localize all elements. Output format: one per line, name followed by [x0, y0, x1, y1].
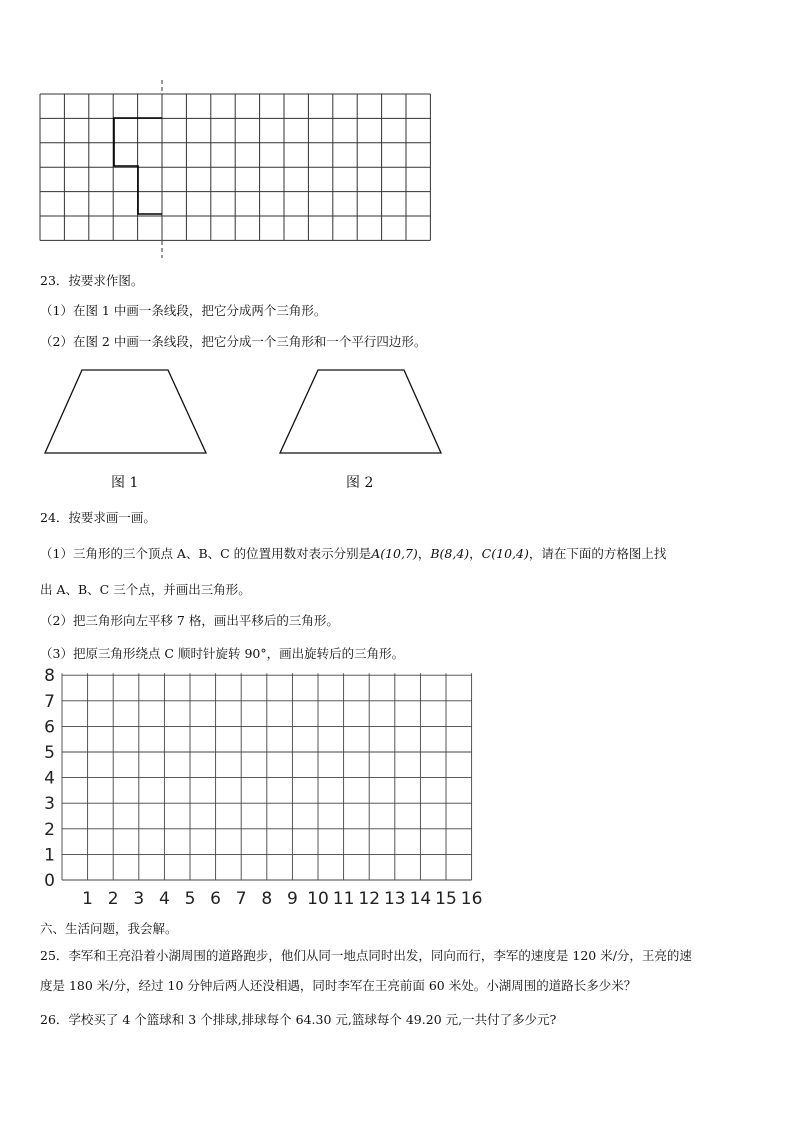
- q24-part2: （2）把三角形向左平移 7 格，画出平移后的三角形。: [40, 613, 339, 628]
- coord-a: A(10,7): [371, 546, 418, 561]
- q24-part1-tail: ，请在下面的方格图上找: [528, 546, 667, 561]
- q23-part1: （1）在图 1 中画一条线段，把它分成两个三角形。: [40, 303, 327, 318]
- x-tick-label: 2: [107, 889, 119, 909]
- x-tick-label: 13: [383, 889, 406, 909]
- y-tick-label: 3: [44, 794, 55, 815]
- x-tick-label: 3: [133, 889, 145, 909]
- q25-line1: 25．李军和王亮沿着小湖周围的道路跑步，他们从同一地点同时出发，同向而行，李军的速度是 120 米/分，王亮的速: [40, 948, 692, 963]
- x-tick-label: 11: [332, 889, 355, 909]
- section6-heading: 六、生活问题，我会解。: [40, 921, 178, 936]
- q24-part3: （3）把原三角形绕点 C 顺时针旋转 90°，画出旋转后的三角形。: [40, 646, 405, 661]
- x-tick-label: 9: [286, 889, 298, 909]
- x-tick-label: 1: [82, 889, 94, 909]
- sep-2: ，: [469, 546, 482, 561]
- x-tick-label: 10: [307, 889, 329, 909]
- fig1-label: 图 1: [111, 475, 139, 491]
- y-tick-label: 4: [44, 768, 55, 789]
- x-tick-label: 4: [158, 889, 170, 909]
- x-tick-label: 5: [184, 889, 196, 909]
- q24-part1-line2: 出 A、B、C 三个点，并画出三角形。: [40, 582, 251, 597]
- x-tick-label: 16: [460, 889, 483, 909]
- x-tick-label: 8: [261, 889, 273, 909]
- y-tick-label: 8: [44, 666, 55, 687]
- q23-title: 23．按要求作图。: [40, 273, 144, 288]
- x-tick-label: 7: [235, 889, 247, 909]
- y-tick-label: 7: [44, 691, 55, 712]
- y-tick-label: 0: [44, 871, 55, 891]
- coord-c: C(10,4): [481, 546, 529, 561]
- y-tick-label: 6: [44, 717, 55, 738]
- coord-b: B(8,4): [430, 546, 470, 561]
- y-tick-label: 1: [44, 845, 55, 866]
- x-tick-label: 12: [358, 889, 381, 909]
- q26: 26．学校买了 4 个篮球和 3 个排球,排球每个 64.30 元,篮球每个 49.20 元,一共付了多少元?: [40, 1012, 557, 1027]
- x-tick-label: 15: [435, 889, 457, 909]
- q23-part2: （2）在图 2 中画一条线段，把它分成一个三角形和一个平行四边形。: [40, 334, 427, 349]
- y-tick-label: 5: [44, 743, 55, 763]
- x-tick-label: 14: [409, 889, 432, 909]
- q24-part1-text: （1）三角形的三个顶点 A、B、C 的位置用数对表示分别是: [40, 546, 372, 561]
- q25-line2: 度是 180 米/分，经过 10 分钟后两人还没相遇，同时李军在王亮前面 60 米处。小湖周围的道路长多少米？: [40, 978, 637, 993]
- y-tick-label: 2: [44, 819, 55, 840]
- q24-title: 24．按要求画一画。: [40, 510, 156, 525]
- fig2-label: 图 2: [346, 475, 374, 491]
- sep-1: ，: [417, 546, 431, 561]
- x-tick-label: 6: [210, 889, 222, 909]
